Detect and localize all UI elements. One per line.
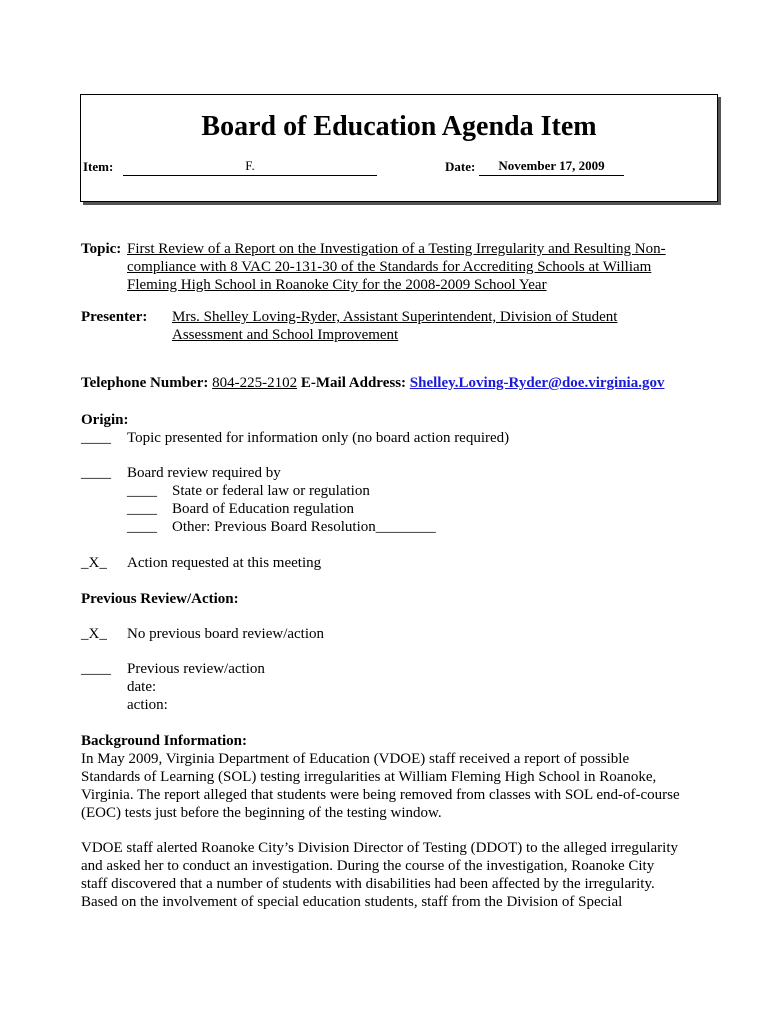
previous-blank: ____ xyxy=(81,661,111,677)
topic-line-1: First Review of a Report on the Investigation of a Testing Irregularity and Resulting Non- xyxy=(127,241,666,257)
previous-heading: Previous Review/Action: xyxy=(81,591,239,607)
background-p1-line-3: Virginia. The report alleged that students were being removed from classes with SOL end-of-course xyxy=(81,787,680,803)
topic-line-3: Fleming High School in Roanoke City for the 2008-2009 School Year xyxy=(127,277,547,293)
action-mark: _X_ xyxy=(81,555,107,571)
action-requested: Action requested at this meeting xyxy=(127,555,322,571)
topic-line-2: compliance with 8 VAC 20-131-30 of the Standards for Accrediting Schools at William xyxy=(127,259,652,275)
background-p1-line-1: In May 2009, Virginia Department of Education (VDOE) staff received a report of possible xyxy=(81,751,630,767)
item-value: F. xyxy=(123,157,377,176)
background-p1-line-4: (EOC) tests just before the beginning of the testing window. xyxy=(81,805,442,821)
phone-number: 804-225-2102 xyxy=(212,375,298,391)
no-previous-review: No previous board review/action xyxy=(127,626,325,642)
email-label: E-Mail Address: xyxy=(300,375,407,391)
previous-action-line: action: xyxy=(127,697,168,713)
background-p2-line-2: and asked her to conduct an investigation. During the course of the investigation, Roanoke City xyxy=(81,858,655,874)
presenter-line-1: Mrs. Shelley Loving-Ryder, Assistant Superintendent, Division of Student xyxy=(172,309,618,325)
agenda-header-box xyxy=(80,94,718,202)
background-p1-line-2: Standards of Learning (SOL) testing irregularities at William Fleming High School in Roanoke, xyxy=(81,769,657,785)
date-value: November 17, 2009 xyxy=(479,157,624,176)
sub-blank-3: ____ xyxy=(127,519,157,535)
sub-item-law: State or federal law or regulation xyxy=(172,483,370,499)
previous-date-line: date: xyxy=(127,679,157,695)
previous-review-line: Previous review/action xyxy=(127,661,265,677)
sub-item-other: Other: Previous Board Resolution________ xyxy=(172,519,436,535)
document-title: Board of Education Agenda Item xyxy=(201,111,597,142)
background-p2-line-1: VDOE staff alerted Roanoke City’s Division Director of Testing (DDOT) to the alleged irregularity xyxy=(81,840,678,856)
origin-info-only: Topic presented for information only (no board action required) xyxy=(127,430,510,446)
sub-item-regulation: Board of Education regulation xyxy=(172,501,355,517)
contact-line xyxy=(81,374,664,392)
date-label: Date: xyxy=(445,159,476,174)
topic-label: Topic: xyxy=(81,241,122,257)
background-p2-line-4: Based on the involvement of special education students, staff from the Division of Special xyxy=(81,894,623,910)
origin-heading: Origin: xyxy=(81,412,129,428)
origin-blank-1: ____ xyxy=(81,430,111,446)
presenter-line-2: Assessment and School Improvement xyxy=(172,327,399,343)
presenter-label: Presenter: xyxy=(81,309,148,325)
email-link[interactable]: Shelley.Loving-Ryder@doe.virginia.gov xyxy=(409,375,665,391)
sub-blank-1: ____ xyxy=(127,483,157,499)
origin-board-review: Board review required by xyxy=(127,465,281,481)
phone-label: Telephone Number: xyxy=(81,375,209,391)
item-label: Item: xyxy=(83,159,114,174)
previous-mark: _X_ xyxy=(81,626,107,642)
sub-blank-2: ____ xyxy=(127,501,157,517)
background-heading: Background Information: xyxy=(81,733,247,749)
background-p2-line-3: staff discovered that a number of students with disabilities had been affected by the irregularity. xyxy=(81,876,655,892)
origin-blank-2: ____ xyxy=(81,465,111,481)
